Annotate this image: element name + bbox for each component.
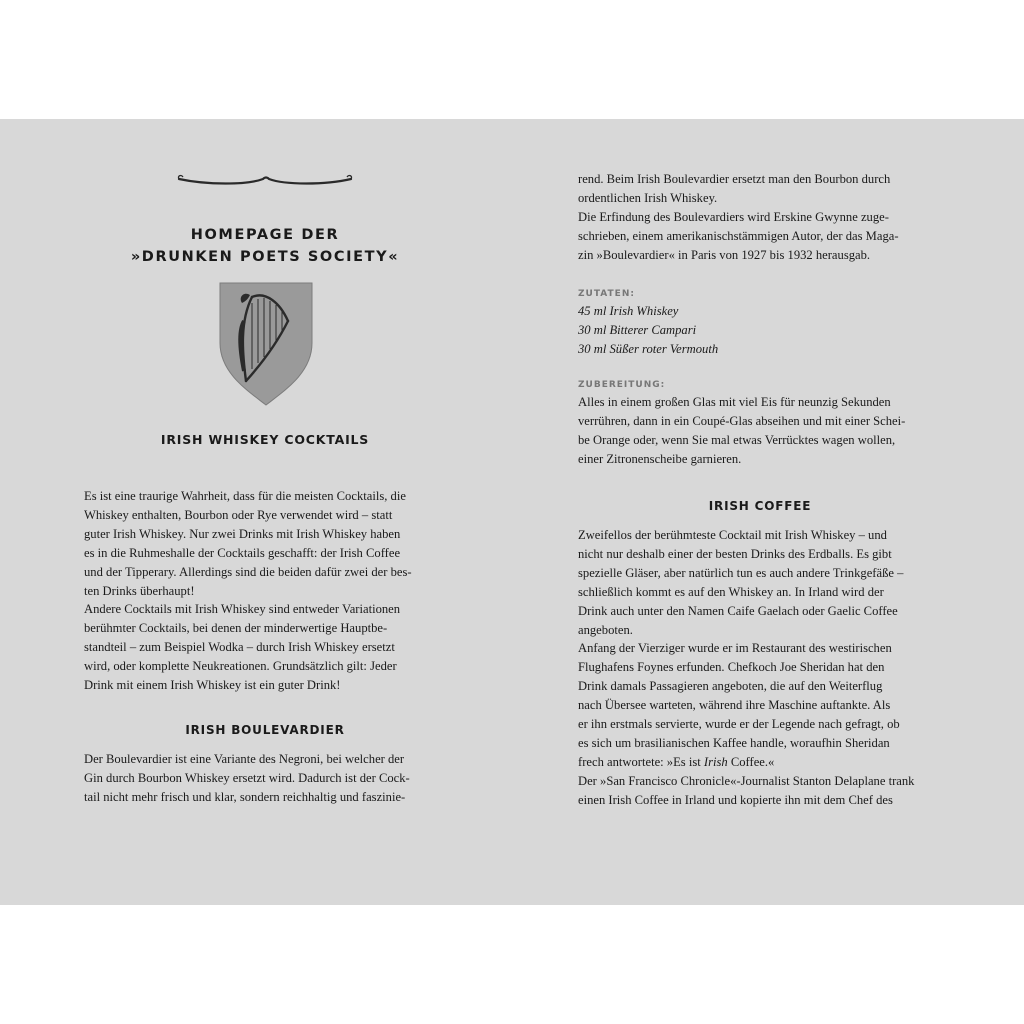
text-line: Der »San Francisco Chronicle«-Journalist Stanton Delaplane trank [578, 773, 915, 788]
flourish-ornament-icon [177, 173, 353, 189]
text-line: Zweifellos der berühmteste Cocktail mit Irish Whiskey – und [578, 528, 887, 542]
text-line: Gin durch Bourbon Whiskey ersetzt wird. Dadurch ist der Cock- [84, 770, 410, 785]
text-line: es in die Ruhmeshalle der Cocktails geschafft: der Irish Coffee [84, 545, 401, 560]
text-line: zin »Boulevardier« in Paris von 1927 bis 1932 herausgab. [578, 247, 871, 262]
ingredients-label: ZUTATEN: [578, 289, 635, 299]
text-line: wird, oder komplette Neukreationen. Grundsätzlich gilt: Jeder [84, 659, 397, 674]
preparation-paragraph [578, 393, 942, 469]
text-line: angeboten. [578, 622, 633, 637]
text-line: tail nicht mehr frisch und klar, sondern reichhaltig und faszinie- [84, 789, 406, 804]
text-line: guter Irish Whiskey. Nur zwei Drinks mit Irish Whiskey haben [84, 526, 401, 541]
text-line: schließlich kommt es auf den Whiskey an. In Irland wird der [578, 584, 884, 599]
text-line: es sich um brasilianischen Kaffee handle, woraufhin Sheridan [578, 735, 890, 750]
text-line: und der Tipperary. Allerdings sind die beiden dafür zwei der bes- [84, 564, 412, 579]
section-heading-irish-coffee: IRISH COFFEE [708, 499, 812, 513]
text-line: Whiskey enthalten, Bourbon oder Rye verwendet wird – statt [84, 507, 393, 522]
section-heading-irish-boulevardier: IRISH BOULEVARDIER [185, 723, 345, 737]
text-line: standteil – zum Beispiel Wodka – durch Irish Whiskey ersetzt [84, 640, 395, 655]
boulevardier-paragraph [84, 750, 446, 807]
text-line: einer Zitronenscheibe garnieren. [578, 451, 742, 466]
text-line: ten Drinks überhaupt! [84, 583, 195, 598]
ingredients-list [578, 302, 942, 359]
text-line: Drink damals Passagieren angeboten, die auf den Weiterflug [578, 679, 883, 694]
text-line: Der Boulevardier ist eine Variante des Negroni, bei welcher der [84, 752, 405, 766]
text-line: spezielle Gläser, aber natürlich tun es auch andere Trinkgefäße – [578, 565, 904, 580]
ingredient-item: 30 ml Süßer roter Vermouth [578, 341, 719, 356]
title-line-1: HOMEPAGE DER [190, 227, 340, 243]
text-line: Alles in einem großen Glas mit viel Eis für neunzig Sekunden [578, 395, 891, 409]
title-line-2: »DRUNKEN POETS SOCIETY« [130, 249, 400, 265]
book-spread [0, 119, 1024, 905]
text-line: Es ist eine traurige Wahrheit, dass für die meisten Cocktails, die [84, 489, 406, 503]
text-line: berühmter Cocktails, bei denen der minderwertige Hauptbe- [84, 621, 388, 636]
text-line: Drink auch unter den Namen Caife Gaelach oder Gaelic Coffee [578, 603, 898, 618]
irish-coffee-paragraph [578, 526, 942, 810]
text-line: Drink mit einem Irish Whiskey ist ein guter Drink! [84, 678, 341, 693]
right-page [578, 119, 942, 905]
page-title [84, 224, 446, 268]
text-line: nicht nur deshalb einer der besten Drinks des Erdballs. Es gibt [578, 546, 892, 561]
text-line: einen Irish Coffee in Irland und kopierte ihn mit dem Chef des [578, 792, 893, 807]
ingredient-item: 45 ml Irish Whiskey [578, 304, 679, 318]
emphasis: Irish [703, 754, 728, 769]
left-page [84, 119, 446, 905]
text-line: nach Übersee warteten, während ihre Maschine auftankte. Als [578, 698, 891, 713]
text-line: rend. Beim Irish Boulevardier ersetzt man den Bourbon durch [578, 172, 891, 186]
intro-paragraph [84, 487, 446, 695]
boulevardier-continuation [578, 170, 942, 265]
section-heading-irish-whiskey-cocktails: IRISH WHISKEY COCKTAILS [160, 432, 370, 447]
text-line: Die Erfindung des Boulevardiers wird Erskine Gwynne zuge- [578, 209, 889, 224]
harp-crest-icon [218, 281, 314, 407]
text-line: frech antwortete: »Es ist Irish Coffee.« [578, 754, 775, 769]
text-line: Anfang der Vierziger wurde er im Restaurant des westirischen [578, 641, 892, 656]
text-line: be Orange oder, wenn Sie mal etwas Verrücktes wagen wollen, [578, 432, 896, 447]
ingredient-item: 30 ml Bitterer Campari [578, 322, 697, 337]
text-line: ordentlichen Irish Whiskey. [578, 190, 718, 205]
text-line: schrieben, einem amerikanischstämmigen Autor, der das Maga- [578, 228, 899, 243]
text-line: Flughafens Foynes erfunden. Chefkoch Joe Sheridan hat den [578, 660, 885, 675]
text-line: verrühren, dann in ein Coupé-Glas abseihen und mit einer Schei- [578, 413, 906, 428]
text-line: Andere Cocktails mit Irish Whiskey sind entweder Variationen [84, 602, 401, 617]
text-line: er ihn erstmals servierte, wurde er der Legende nach gefragt, ob [578, 717, 900, 732]
preparation-label: ZUBEREITUNG: [578, 380, 666, 390]
